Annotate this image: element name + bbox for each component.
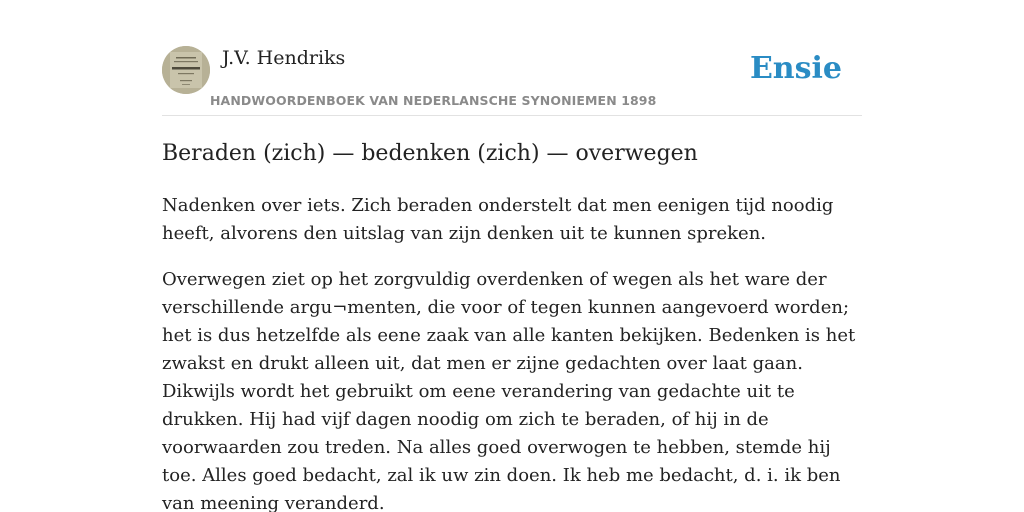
entry-title: Beraden (zich) — bedenken (zich) — overwegen <box>162 141 698 166</box>
author-name[interactable]: J.V. Hendriks <box>222 47 346 69</box>
book-cover-image <box>162 46 210 94</box>
entry-body <box>162 192 862 512</box>
entry-paragraph: Overwegen ziet op het zorgvuldig overdenken of wegen als het ware der verschillende argu¬menten, die voor of tegen kunnen aangevoerd worden; het is dus hetzelfde als eene zaak van alle kanten bekijken. Bedenken is het zwakst en drukt alleen uit, dat men er zijne gedachten over laat gaan. Dikwijls wordt het gebruikt om eene verandering van gedachte uit te drukken. Hij had vijf dagen noodig om zich te beraden, of hij in de voorwaarden zou treden. Na alles goed overwogen te hebben, stemde hij toe. Alles goed bedacht, zal ik uw zin doen. Ik heb me bedacht, d. i. ik ben van meening veranderd. <box>162 269 856 512</box>
entry-paragraph: Nadenken over iets. Zich beraden onderstelt dat men eenigen tijd noodig heeft, alvorens den uitslag van zijn denken uit te kunnen spreken. <box>162 195 834 244</box>
brand-logo[interactable]: Ensie <box>749 51 842 86</box>
book-cover-avatar[interactable] <box>162 46 210 94</box>
header-divider <box>162 115 862 116</box>
source-title[interactable]: HANDWOORDENBOEK VAN NEDERLANSCHE SYNONIEMEN 1898 <box>210 93 657 108</box>
